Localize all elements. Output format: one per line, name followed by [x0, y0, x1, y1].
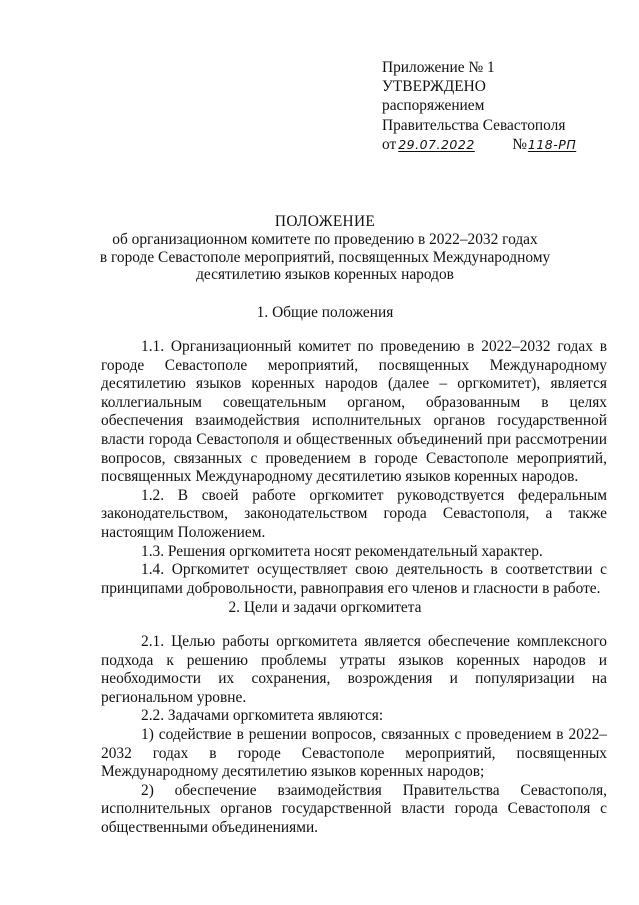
approval-stamp-block	[382, 58, 622, 154]
handwritten-number: 118-РП	[527, 136, 577, 152]
paragraph-1-1: 1.1. Организационный комитет по проведению в 2022–2032 годах в городе Севастополе мероприятий, посвященных Международному десятилетию языков коренных народов (далее – оргкомитет), является коллегиальным совещательным органом, образованным в целях обеспечения взаимодействия исполнительных органов государственной власти города Севастополя и общественных объединений при рассмотрении вопросов, связанных с проведением в городе Севастополе мероприятий, посвященных Международному десятилетию языков коренных народов.	[101, 338, 607, 486]
paragraph-1-4: 1.4. Оргкомитет осуществляет свою деятельность в соответствии с принципами добровольности, равноправия его членов и гласности в работе.	[101, 561, 607, 597]
title-line-1: об организационном комитете по проведению в 2022–2032 годах	[112, 230, 538, 248]
paragraph-1-2: 1.2. В своей работе оргкомитет руководствуется федеральным законодательством, законодательством города Севастополя, а также настоящим Положением.	[101, 486, 607, 541]
section-2-heading: 2. Цели и задачи оргкомитета	[228, 599, 422, 616]
number-prefix: №	[512, 135, 527, 153]
title-line-3: десятилетию языков коренных народов	[196, 266, 454, 284]
section-1-body	[101, 338, 607, 598]
approved-by-label: распоряжением	[382, 97, 485, 115]
appendix-label: Приложение № 1	[382, 59, 495, 76]
paragraph-2-2: 2.2. Задачами оргкомитета являются:	[141, 707, 384, 725]
document-title	[60, 213, 590, 284]
title-main: ПОЛОЖЕНИЕ	[274, 213, 376, 230]
handwritten-date: 29.07.2022	[398, 136, 475, 152]
section-2-body	[101, 633, 607, 838]
authority-label: Правительства Севастополя	[382, 116, 566, 134]
title-line-2: в городе Севастополе мероприятий, посвященных Международному	[99, 248, 551, 266]
paragraph-2-2-item-2: 2) обеспечение взаимодействия Правительства Севастополя, исполнительных органов государственной власти города Севастополя с общественными объединениями.	[101, 781, 607, 836]
date-number-line	[382, 135, 622, 154]
paragraph-2-1: 2.1. Целью работы оргкомитета является обеспечение комплексного подхода к решению проблемы утраты языков коренных народов и необходимости их сохранения, возрождения и популяризации на региональном уровне.	[101, 633, 607, 706]
paragraph-1-3: 1.3. Решения оргкомитета носят рекомендательный характер.	[141, 542, 543, 560]
approved-label: УТВЕРЖДЕНО	[382, 78, 486, 96]
date-prefix: от	[382, 135, 397, 153]
paragraph-2-2-item-1: 1) содействие в решении вопросов, связанных с проведением в 2022–2032 годах в городе Севастополе мероприятий, посвященных Международному десятилетию языков коренных народов;	[101, 725, 607, 781]
section-1-heading: 1. Общие положения	[256, 304, 394, 321]
